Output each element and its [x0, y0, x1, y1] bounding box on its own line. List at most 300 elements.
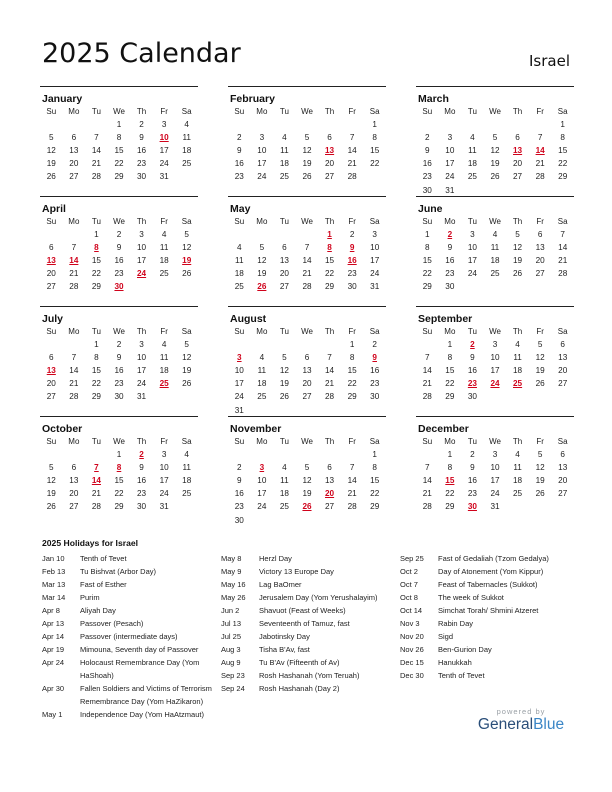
day-cell: 15 [325, 256, 335, 266]
day-cell: 6 [515, 133, 520, 143]
day-cell: 8 [447, 463, 453, 473]
weekday-label: Sa [557, 217, 568, 226]
day-cell: 16 [114, 256, 124, 266]
day-cell: 27 [535, 269, 545, 279]
day-cell: 16 [137, 146, 147, 156]
day-cell: 13 [302, 366, 312, 376]
empty-cell [318, 338, 341, 351]
day-cell: 26 [490, 172, 500, 182]
day-cell: 31 [159, 172, 169, 182]
day-cell: 8 [116, 133, 122, 143]
day-grid [40, 105, 198, 184]
day-cell: 18 [234, 269, 244, 279]
day-cell: 15 [114, 146, 124, 156]
weekday-label: Su [422, 217, 433, 226]
weekday-label: Mo [68, 217, 80, 226]
holiday-date: Oct 2 [400, 567, 418, 576]
day-cell: 12 [46, 146, 56, 156]
day-cell: 23 [234, 172, 244, 182]
day-cell: 24 [467, 269, 477, 279]
day-cell: 2 [139, 120, 144, 130]
holiday-name: Tenth of Tevet [80, 554, 127, 563]
weekday-label: Mo [68, 327, 80, 336]
day-cell: 13 [558, 353, 568, 363]
holiday-day-cell: 14 [69, 256, 79, 266]
weekday-label: Tu [91, 327, 101, 336]
holiday-name: Passover (intermediate days) [80, 632, 178, 641]
day-cell: 7 [304, 243, 310, 253]
day-cell: 8 [425, 243, 430, 253]
day-cell: 3 [139, 340, 144, 350]
weekday-label: We [301, 437, 313, 446]
day-cell: 31 [445, 185, 455, 195]
day-cell: 11 [182, 133, 191, 143]
day-cell: 4 [161, 340, 167, 350]
day-cell: 7 [71, 353, 77, 363]
day-cell: 29 [422, 282, 432, 292]
day-cell: 19 [535, 366, 545, 376]
day-cell: 5 [184, 230, 189, 240]
holiday-item [400, 552, 572, 565]
day-cell: 28 [558, 269, 568, 279]
day-cell: 1 [116, 120, 122, 130]
weekday-label: Mo [444, 217, 456, 226]
holiday-day-cell: 10 [159, 133, 169, 143]
weekday-label: We [301, 217, 313, 226]
weekday-label: Fr [348, 107, 356, 116]
day-cell: 14 [347, 476, 357, 486]
day-cell: 8 [349, 353, 355, 363]
empty-cell [296, 448, 319, 461]
holiday-day-cell: 26 [302, 502, 312, 512]
day-cell: 11 [159, 243, 169, 253]
holiday-day-cell: 25 [159, 379, 169, 389]
day-cell: 29 [445, 502, 455, 512]
weekday-label: Su [46, 217, 57, 226]
day-cell: 24 [257, 502, 267, 512]
holiday-name: Hanukkah [438, 658, 472, 667]
day-cell: 14 [558, 243, 568, 253]
weekday-label: Su [422, 327, 433, 336]
weekday-label: Fr [536, 327, 544, 336]
weekday-label: Th [136, 107, 147, 116]
day-cell: 9 [116, 243, 122, 253]
day-cell: 15 [370, 476, 380, 486]
day-cell: 9 [447, 243, 453, 253]
weekday-label: Sa [557, 107, 568, 116]
weekday-label: Th [136, 437, 147, 446]
day-cell: 25 [182, 489, 192, 499]
holiday-date: Nov 20 [400, 632, 424, 641]
day-cell: 11 [280, 146, 289, 156]
holiday-date: Feb 13 [42, 567, 66, 576]
empty-cell [228, 338, 251, 351]
day-cell: 9 [139, 133, 144, 143]
day-cell: 4 [470, 133, 475, 143]
day-cell: 28 [325, 392, 335, 402]
empty-cell [40, 338, 63, 351]
month-header [416, 306, 574, 323]
day-cell: 30 [370, 392, 380, 402]
month-april [40, 196, 198, 294]
empty-cell [273, 118, 296, 131]
month-june [416, 196, 574, 294]
holiday-item [42, 630, 212, 643]
day-cell: 14 [302, 256, 312, 266]
holiday-day-cell: 13 [325, 146, 335, 156]
day-cell: 24 [159, 159, 169, 169]
month-header [228, 416, 386, 433]
empty-cell [416, 338, 439, 351]
day-cell: 7 [327, 353, 332, 363]
day-cell: 10 [370, 243, 380, 253]
empty-cell [439, 118, 462, 131]
weekday-label: Mo [444, 107, 456, 116]
holiday-date: Jan 10 [42, 554, 65, 563]
holiday-item [42, 578, 212, 591]
day-cell: 6 [327, 133, 332, 143]
weekday-label: Sa [557, 437, 568, 446]
day-cell: 29 [558, 172, 568, 182]
day-cell: 1 [94, 340, 99, 350]
day-cell: 17 [159, 476, 169, 486]
day-cell: 6 [71, 463, 77, 473]
month-name: July [42, 313, 64, 325]
month-name: May [230, 203, 251, 215]
holiday-day-cell: 30 [467, 502, 477, 512]
day-cell: 22 [114, 159, 124, 169]
weekday-label: Fr [536, 437, 544, 446]
empty-cell [40, 228, 63, 241]
day-grid [416, 105, 574, 197]
day-cell: 30 [467, 392, 477, 402]
day-cell: 7 [94, 133, 99, 143]
empty-cell [529, 118, 552, 131]
holiday-day-cell: 14 [91, 476, 101, 486]
day-cell: 30 [445, 282, 455, 292]
weekday-label: Tu [279, 437, 289, 446]
month-name: April [42, 203, 66, 215]
day-cell: 3 [492, 340, 498, 350]
day-cell: 26 [513, 269, 523, 279]
empty-cell [251, 448, 274, 461]
day-cell: 6 [71, 133, 77, 143]
day-cell: 10 [234, 366, 244, 376]
day-cell: 23 [445, 269, 455, 279]
day-cell: 24 [445, 172, 455, 182]
day-cell: 22 [114, 489, 124, 499]
day-cell: 6 [304, 353, 310, 363]
day-cell: 20 [325, 159, 335, 169]
holiday-name: Sigd [438, 632, 454, 641]
day-cell: 7 [425, 463, 430, 473]
holiday-day-cell: 8 [327, 243, 332, 253]
day-cell: 26 [46, 172, 56, 182]
day-cell: 9 [237, 476, 242, 486]
day-cell: 9 [237, 146, 242, 156]
holiday-date: Sep 25 [400, 554, 424, 563]
weekday-label: We [489, 217, 501, 226]
day-cell: 31 [490, 502, 500, 512]
holiday-name: Aliyah Day [80, 606, 116, 615]
day-cell: 28 [91, 502, 101, 512]
holiday-item [221, 643, 399, 656]
holiday-name: Simchat Torah/ Shmini Atzeret [438, 606, 539, 615]
day-cell: 13 [558, 463, 568, 473]
holiday-name: Fast of Gedaliah (Tzom Gedalya) [438, 554, 549, 563]
holiday-item [400, 565, 572, 578]
day-cell: 13 [69, 476, 79, 486]
day-cell: 1 [447, 340, 453, 350]
holiday-date: Sep 24 [221, 684, 245, 693]
weekday-label: Th [324, 437, 335, 446]
month-march [416, 86, 574, 197]
holiday-date: Nov 26 [400, 645, 424, 654]
day-cell: 3 [470, 230, 475, 240]
day-cell: 27 [302, 392, 312, 402]
day-grid [228, 435, 386, 527]
holiday-item [400, 630, 572, 643]
day-cell: 10 [137, 353, 147, 363]
holiday-date: Apr 24 [42, 658, 65, 667]
day-cell: 10 [137, 243, 147, 253]
holiday-item [221, 656, 399, 669]
day-grid [228, 325, 386, 417]
day-cell: 16 [422, 159, 432, 169]
day-cell: 23 [114, 269, 124, 279]
empty-cell [506, 118, 529, 131]
day-cell: 21 [535, 159, 545, 169]
day-cell: 13 [535, 243, 545, 253]
day-cell: 28 [535, 172, 545, 182]
holiday-name: Mimouna, Seventh day of Passover [80, 645, 199, 654]
day-cell: 28 [302, 282, 312, 292]
day-cell: 27 [513, 172, 523, 182]
day-cell: 5 [492, 133, 498, 143]
holiday-name: Shavuot (Feast of Weeks) [259, 606, 346, 615]
day-cell: 16 [467, 476, 477, 486]
day-cell: 15 [558, 146, 568, 156]
holiday-item [42, 708, 212, 721]
day-cell: 27 [325, 172, 335, 182]
holiday-date: May 26 [221, 593, 246, 602]
weekday-label: We [301, 327, 313, 336]
day-cell: 2 [425, 133, 430, 143]
weekday-label: Mo [256, 107, 268, 116]
day-cell: 10 [159, 463, 169, 473]
day-cell: 11 [235, 256, 244, 266]
month-name: June [418, 203, 443, 215]
weekday-label: Tu [467, 437, 477, 446]
day-cell: 6 [537, 230, 543, 240]
day-cell: 6 [49, 243, 54, 253]
day-cell: 30 [114, 392, 124, 402]
day-cell: 25 [159, 269, 169, 279]
day-cell: 17 [257, 159, 267, 169]
weekday-label: Tu [279, 217, 289, 226]
day-cell: 27 [558, 379, 568, 389]
holiday-day-cell: 8 [94, 243, 99, 253]
day-cell: 18 [182, 476, 192, 486]
empty-cell [228, 448, 251, 461]
holiday-item [221, 552, 399, 565]
day-cell: 24 [137, 379, 147, 389]
day-cell: 25 [279, 502, 289, 512]
day-cell: 26 [535, 379, 545, 389]
weekday-label: Mo [256, 217, 268, 226]
weekday-label: Th [136, 327, 147, 336]
holiday-date: May 8 [221, 554, 242, 563]
day-cell: 29 [91, 392, 101, 402]
day-cell: 11 [257, 366, 267, 376]
empty-cell [40, 118, 63, 131]
weekday-label: Fr [348, 327, 356, 336]
holiday-name: Jerusalem Day (Yom Yerushalayim) [259, 593, 378, 602]
day-cell: 27 [69, 502, 79, 512]
day-grid [416, 215, 574, 294]
empty-cell [228, 118, 251, 131]
empty-cell [228, 228, 251, 241]
day-cell: 25 [467, 172, 477, 182]
day-grid [416, 325, 574, 404]
day-cell: 19 [46, 159, 56, 169]
day-cell: 23 [347, 269, 357, 279]
day-cell: 8 [94, 353, 99, 363]
holiday-column [221, 552, 399, 695]
day-cell: 5 [49, 133, 54, 143]
day-cell: 11 [513, 353, 522, 363]
day-cell: 6 [560, 450, 565, 460]
day-cell: 12 [535, 463, 545, 473]
holiday-item [400, 604, 572, 617]
holiday-item [42, 604, 212, 617]
month-january [40, 86, 198, 184]
day-cell: 24 [370, 269, 380, 279]
holiday-date: Apr 19 [42, 645, 65, 654]
weekday-label: Mo [444, 437, 456, 446]
day-cell: 15 [422, 256, 432, 266]
day-cell: 17 [234, 379, 244, 389]
holiday-day-cell: 8 [116, 463, 122, 473]
weekday-label: Mo [68, 437, 80, 446]
weekday-label: Fr [160, 107, 168, 116]
day-cell: 17 [490, 476, 500, 486]
holiday-day-cell: 25 [513, 379, 523, 389]
holiday-name: Jabotinsky Day [259, 632, 310, 641]
weekday-label: Su [46, 437, 57, 446]
empty-cell [273, 228, 296, 241]
day-cell: 28 [347, 502, 357, 512]
holiday-day-cell: 2 [139, 450, 144, 460]
weekday-label: We [113, 217, 125, 226]
holiday-date: Oct 7 [400, 580, 418, 589]
holiday-name: Ben-Gurion Day [438, 645, 492, 654]
holiday-name: Day of Atonement (Yom Kippur) [438, 567, 544, 576]
holiday-day-cell: 26 [257, 282, 267, 292]
day-cell: 31 [234, 405, 244, 415]
day-cell: 18 [257, 379, 267, 389]
day-cell: 3 [259, 133, 265, 143]
day-cell: 3 [161, 120, 167, 130]
day-cell: 16 [234, 489, 244, 499]
month-name: November [230, 423, 282, 435]
holiday-day-cell: 7 [94, 463, 99, 473]
day-cell: 29 [325, 282, 335, 292]
day-cell: 24 [234, 392, 244, 402]
weekday-label: Fr [160, 437, 168, 446]
day-cell: 2 [237, 133, 242, 143]
empty-cell [341, 118, 364, 131]
holiday-day-cell: 14 [535, 146, 545, 156]
holiday-item [400, 591, 572, 604]
day-cell: 6 [282, 243, 287, 253]
day-cell: 6 [49, 353, 54, 363]
weekday-label: Su [46, 327, 57, 336]
holiday-item [221, 604, 399, 617]
month-september [416, 306, 574, 404]
empty-cell [63, 448, 86, 461]
page-title: 2025 Calendar [42, 38, 241, 69]
holiday-name: Independence Day (Yom HaAtzmaut) [80, 710, 204, 719]
day-cell: 31 [137, 392, 147, 402]
weekday-label: Tu [467, 217, 477, 226]
day-cell: 15 [347, 366, 357, 376]
holiday-item [221, 630, 399, 643]
weekday-label: Sa [369, 327, 380, 336]
holiday-column [400, 552, 572, 682]
day-cell: 19 [513, 256, 523, 266]
day-cell: 23 [234, 502, 244, 512]
holiday-day-cell: 1 [327, 230, 332, 240]
day-cell: 1 [447, 450, 453, 460]
day-cell: 2 [372, 340, 377, 350]
day-cell: 30 [137, 502, 147, 512]
day-cell: 28 [347, 172, 357, 182]
day-cell: 19 [279, 379, 289, 389]
day-cell: 11 [159, 353, 169, 363]
month-header [416, 86, 574, 103]
weekday-label: Tu [91, 217, 101, 226]
holiday-date: Oct 14 [400, 606, 423, 615]
holiday-date: May 9 [221, 567, 242, 576]
holiday-day-cell: 20 [325, 489, 335, 499]
day-cell: 18 [490, 256, 500, 266]
weekday-label: Su [234, 327, 245, 336]
empty-cell [296, 338, 319, 351]
day-cell: 13 [325, 476, 335, 486]
holiday-name: Tisha B'Av, fast [259, 645, 310, 654]
day-cell: 22 [91, 379, 101, 389]
weekday-label: Tu [467, 327, 477, 336]
holiday-name: Victory 13 Europe Day [259, 567, 334, 576]
weekday-label: Su [46, 107, 57, 116]
empty-cell [416, 118, 439, 131]
weekday-label: Sa [181, 217, 192, 226]
day-cell: 16 [445, 256, 455, 266]
day-cell: 4 [515, 450, 520, 460]
day-cell: 10 [467, 243, 477, 253]
day-cell: 3 [372, 230, 377, 240]
day-cell: 21 [422, 379, 432, 389]
weekday-label: Tu [467, 107, 477, 116]
weekday-label: Su [234, 217, 245, 226]
day-cell: 4 [184, 450, 189, 460]
day-cell: 1 [560, 120, 565, 130]
day-cell: 18 [279, 489, 289, 499]
day-cell: 4 [492, 230, 498, 240]
day-cell: 3 [161, 450, 167, 460]
empty-cell [40, 448, 63, 461]
